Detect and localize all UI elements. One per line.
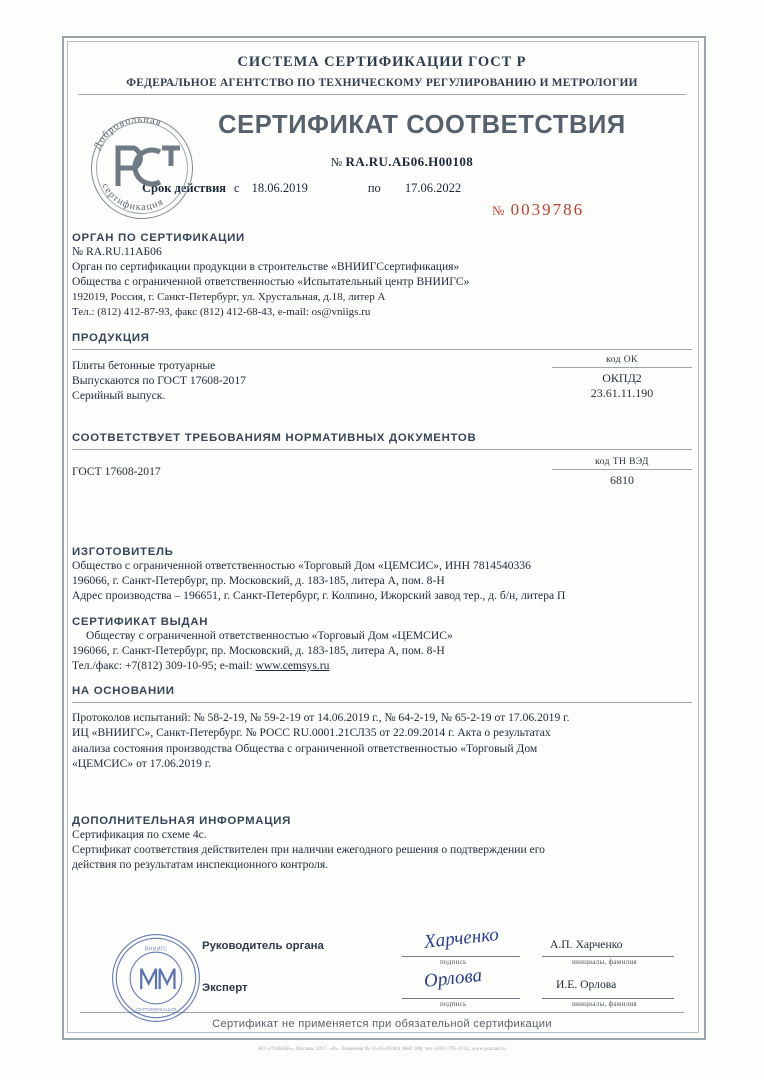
certification-body-line-4: Тел.: (812) 412-87-93, факс (812) 412-68-43, e-mail: os@vniigs.ru: [72, 305, 371, 318]
svg-text:Добровольная: Добровольная: [91, 113, 164, 152]
rst-emblem: [82, 108, 200, 226]
agency-title: ФЕДЕРАЛЬНОЕ АГЕНТСТВО ПО ТЕХНИЧЕСКОМУ РЕГУЛИРОВАНИЮ И МЕТРОЛОГИИ: [126, 77, 638, 89]
basis-line-4: «ЦЕМСИС» от 17.06.2019 г.: [72, 756, 212, 770]
expert-name-line: [542, 998, 674, 999]
ok-code-divider: [552, 367, 692, 368]
validity-from-label: с: [234, 181, 240, 195]
head-signature-caption: подпись: [440, 958, 467, 966]
certification-body-line-2: Общества с ограниченной ответственностью «Испытательный центр ВНИИГС»: [72, 275, 470, 289]
ok-code-box: [552, 354, 692, 401]
additional-line-3: действия по результатам инспекционного контроля.: [72, 858, 329, 872]
section-title-additional-info: ДОПОЛНИТЕЛЬНАЯ ИНФОРМАЦИЯ: [72, 815, 292, 828]
expert-name: И.Е. Орлова: [556, 978, 617, 991]
conformity-documents: ГОСТ 17608-2017: [72, 465, 161, 479]
system-title: СИСТЕМА СЕРТИФИКАЦИИ ГОСТ Р: [237, 54, 527, 70]
expert-signature-mark: Орлова: [423, 965, 484, 992]
validity-label: Срок действия: [142, 181, 227, 195]
number-label: №: [330, 155, 343, 169]
basis-line-1: Протоколов испытаний: № 58-2-19, № 59-2-19 от 14.06.2019 г., № 64-2-19, № 65-2-19 от 17.06.2019 г.: [72, 711, 570, 725]
tnved-code-value: 6810: [610, 473, 634, 488]
head-signature-line: [402, 956, 520, 957]
issued-to-phone: Тел./факс: +7(812) 309-10-95; e-mail:: [72, 659, 256, 673]
additional-line-2: Сертификат соответствия действителен при наличии ежегодного решения о подтверждении его: [72, 843, 545, 857]
emblem-graphic: [82, 108, 200, 226]
product-line-1: Плиты бетонные тротуарные: [72, 359, 216, 373]
head-name: А.П. Харченко: [550, 938, 623, 951]
issued-to-line-2: 196066, г. Санкт-Петербург, пр. Московский, д. 183-185, литера А, пом. 8-Н: [72, 643, 445, 657]
product-line-3: Серийный выпуск.: [72, 389, 166, 403]
head-signature-mark: Харченко: [423, 924, 500, 953]
ok-code-value: 23.61.11.190: [590, 386, 654, 401]
tnved-code-divider: [552, 469, 692, 470]
manufacturer-line-1: Общество с ограниченной ответственностью «Торговый Дом «ЦЕМСИС», ИНН 7814540336: [72, 559, 531, 573]
svg-text:сертификация: сертификация: [99, 181, 166, 214]
ok-code-caption: код ОК: [606, 354, 638, 366]
page-title: СЕРТИФИКАТ СООТВЕТСТВИЯ: [218, 111, 626, 139]
section-title-certification-body: ОРГАН ПО СЕРТИФИКАЦИИ: [72, 232, 245, 244]
expert-name-caption: инициалы, фамилия: [572, 1000, 637, 1008]
section-title-manufacturer: ИЗГОТОВИТЕЛЬ: [72, 546, 174, 559]
certificate-number: RA.RU.АБ06.Н00108: [345, 154, 474, 169]
manufacturer-line-3: Адрес производства – 196651, г. Санкт-Петербург, г. Колпино, Ижорский завод тер., д. б/н, литера П: [72, 589, 566, 603]
product-line-2: Выпускаются по ГОСТ 17608-2017: [72, 374, 246, 388]
validity-to-label: по: [367, 181, 381, 195]
expert-role-label: Эксперт: [202, 982, 248, 994]
certification-body-line-3: 192019, Россия, г. Санкт-Петербург, ул. Хрустальная, д.18, литер А: [72, 290, 386, 303]
svg-text:СЕРТИФИКАЦИЯ: СЕРТИФИКАЦИЯ: [135, 1007, 177, 1014]
manufacturer-line-2: 196066, г. Санкт-Петербург, пр. Московский, д. 183-185, литера А, пом. 8-Н: [72, 574, 445, 588]
footer-note: Сертификат не применяется при обязательной сертификации: [212, 1018, 552, 1030]
head-role-label: Руководитель органа: [202, 940, 324, 952]
issued-to-line-1: Обществу с ограниченной ответственностью «Торговый Дом «ЦЕМСИС»: [86, 628, 453, 642]
document-header: [72, 54, 692, 95]
validity-from-date: 18.06.2019: [251, 181, 308, 195]
validity-to-date: 17.06.2022: [404, 181, 462, 195]
header-divider: [78, 94, 686, 95]
section-title-conformity: СООТВЕТСТВУЕТ ТРЕБОВАНИЯМ НОРМАТИВНЫХ ДОКУМЕНТОВ: [72, 432, 477, 445]
additional-line-1: Сертификация по схеме 4с.: [72, 828, 207, 842]
print-imprint: АО «ГОЗНАК», Москва, 2017. «В». Лицензия № 05-05-09/001 ФНС РФ. тел. (495) 795-4742, www.goznak.ru: [258, 1046, 506, 1052]
section-title-product: ПРОДУКЦИЯ: [72, 332, 150, 345]
tnved-code-caption: код ТН ВЭД: [595, 456, 649, 468]
official-stamp: [108, 930, 204, 1026]
certificate-content: [72, 46, 692, 1030]
blank-serial-number: 0039786: [510, 200, 585, 219]
certification-body-line-1: Орган по сертификации продукции в строительстве «ВНИИГСсертификация»: [72, 260, 460, 274]
svg-text:ВНИИГС: ВНИИГС: [144, 946, 168, 953]
expert-signature-caption: подпись: [440, 1000, 467, 1008]
expert-signature-line: [402, 998, 520, 999]
issued-to-email[interactable]: www.cemsys.ru: [255, 659, 330, 673]
head-name-line: [542, 956, 674, 957]
certification-body-reg-number: № RA.RU.11АБ06: [72, 245, 162, 258]
head-name-caption: инициалы, фамилия: [572, 958, 637, 966]
tnved-code-box: [552, 456, 692, 488]
basis-line-2: ИЦ «ВНИИГС», Санкт-Петербург. № РОСС RU.0001.21СЛ35 от 22.09.2014 г. Акта о результатах: [72, 726, 551, 740]
blank-serial-hash: №: [492, 203, 505, 218]
issued-to-contact-row: [72, 658, 692, 673]
basis-line-3: анализа состояния производства Общества с ограниченной ответственностью «Торговый Дом: [72, 741, 538, 755]
section-title-issued-to: СЕРТИФИКАТ ВЫДАН: [72, 615, 209, 628]
ok-code-label: ОКПД2: [602, 371, 642, 386]
section-title-basis: НА ОСНОВАНИИ: [72, 685, 175, 698]
